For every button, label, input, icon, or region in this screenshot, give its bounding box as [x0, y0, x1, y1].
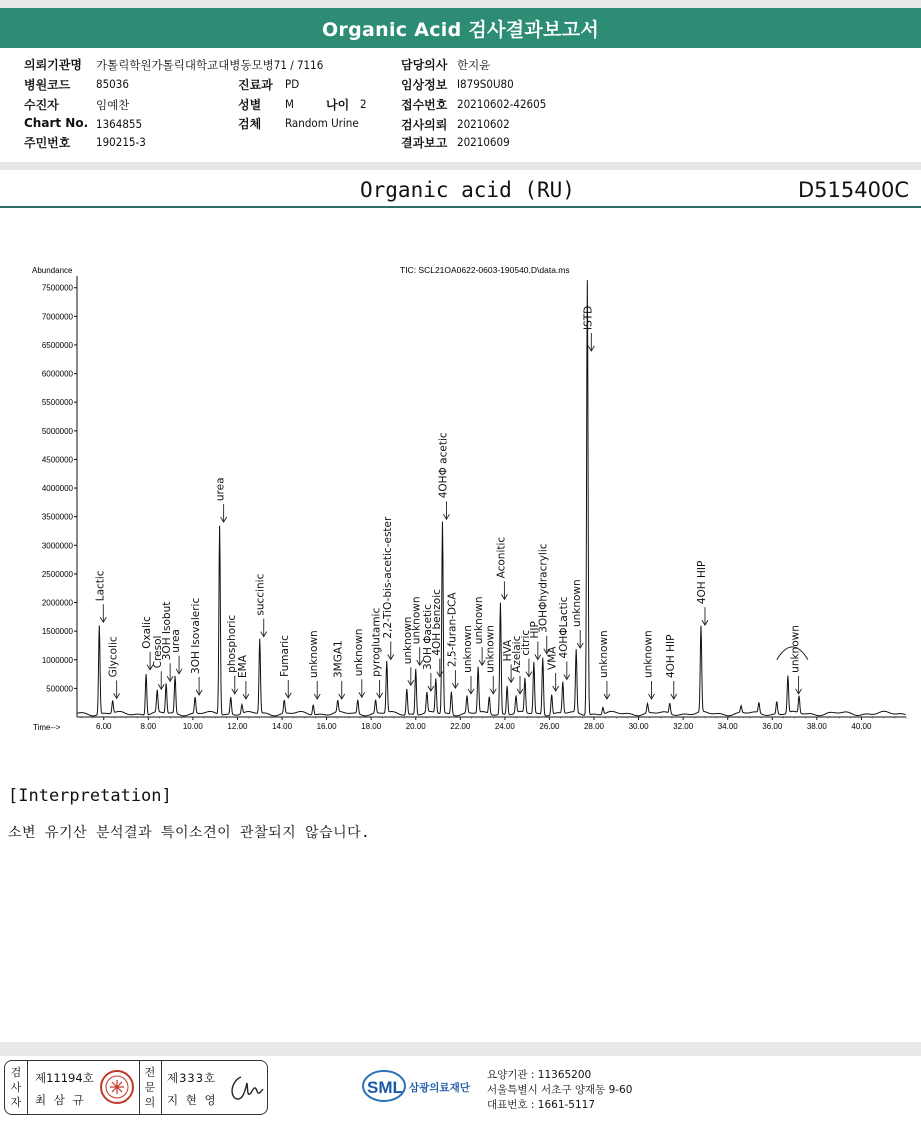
- peak-annotation: [558, 596, 570, 679]
- chromatogram: [0, 255, 921, 735]
- y-tick-label: 3500000: [41, 512, 73, 522]
- annotation-label: phosphoric: [225, 614, 238, 673]
- institution-value: 가톨릭학원가톨릭대학교대병동모병71 / 7116: [96, 58, 324, 72]
- annotation-label: urea: [170, 629, 183, 653]
- clinical-label: 임상정보: [401, 78, 448, 92]
- divider: [139, 1061, 140, 1114]
- peak-annotation: [308, 630, 320, 699]
- annotation-label: citric: [519, 629, 532, 656]
- org-address-block: [487, 1068, 632, 1113]
- peak-annotation: [170, 629, 182, 674]
- y-axis-label: Abundance: [32, 266, 73, 275]
- annotation-label: Lactic: [94, 570, 107, 602]
- peak-annotation: [237, 654, 249, 699]
- id-no-label: 주민번호: [24, 136, 71, 150]
- peak-annotation: [353, 629, 365, 698]
- specimen-label: 검체: [238, 117, 262, 131]
- request-label: 검사의뢰: [401, 118, 448, 132]
- y-tick-label: 2000000: [41, 598, 73, 608]
- chart-no-value: 1364855: [96, 117, 143, 131]
- y-tick-label: 4000000: [41, 484, 73, 494]
- patient-info: [0, 54, 921, 162]
- x-tick-label: 18.00: [361, 722, 382, 731]
- x-tick-label: 30.00: [628, 722, 649, 731]
- peak-annotation: [582, 306, 594, 351]
- x-tick-label: 12.00: [227, 722, 248, 731]
- peak-annotation: [382, 516, 394, 659]
- interpretation-title: [Interpretation]: [8, 786, 172, 806]
- logo-text: SML: [367, 1078, 403, 1097]
- report-title: Organic acid (RU): [360, 178, 575, 202]
- peak-annotation: [94, 570, 106, 622]
- patient-name-value: 임예찬: [96, 98, 130, 112]
- sml-logo: [362, 1066, 482, 1106]
- x-tick-label: 16.00: [316, 722, 337, 731]
- chart-no-label: Chart No.: [24, 116, 89, 130]
- annotation-label: unknown: [642, 630, 655, 678]
- institution-label: 의뢰기관명: [24, 58, 82, 72]
- annotation-label: VMA: [546, 646, 559, 670]
- peak-annotation: [446, 592, 458, 688]
- annotation-label: unknown: [789, 625, 802, 673]
- peak-annotation: [190, 598, 202, 695]
- chromatogram-svg: [0, 255, 921, 735]
- peak-annotation: [495, 537, 507, 600]
- y-tick-label: 5000000: [41, 426, 73, 436]
- receipt-label: 접수번호: [401, 98, 448, 112]
- annotation-label: Aconitic: [495, 536, 508, 579]
- annotation-label: 3OH Isovaleric: [190, 597, 203, 674]
- chart-title: TIC: SCL21OA0622-0603-190540.D\data.ms: [400, 265, 570, 275]
- peak-annotation: [255, 573, 267, 636]
- annotation-label: 4OHΦ acetic: [437, 432, 450, 499]
- peak-annotation: [642, 630, 654, 699]
- annotation-label: 2,2-TiO-bis-acetic-ester: [381, 516, 394, 639]
- annotation-label: unknown: [352, 628, 365, 677]
- annotation-label: unknown: [484, 625, 497, 673]
- age-value: 2: [360, 97, 367, 111]
- doctor-label: 담당의사: [401, 58, 448, 72]
- result-value: 20210609: [457, 135, 510, 149]
- hospital-code-value: 85036: [96, 77, 129, 91]
- y-tick-label: 6000000: [41, 369, 73, 379]
- x-tick-label: 6.00: [95, 722, 112, 731]
- y-tick-label: 5500000: [41, 398, 73, 408]
- annotation-label: Cresol: [152, 635, 165, 669]
- examiner-name: 최 삼 규: [35, 1093, 86, 1107]
- y-tick-label: 7500000: [41, 283, 73, 293]
- annotation-label: Oxalic: [141, 616, 154, 649]
- annotation-label: Azelaic: [511, 635, 524, 673]
- report-header-title: Organic Acid 검사결과보고서: [0, 8, 921, 48]
- footer-band: [0, 1042, 921, 1056]
- annotation-label: ISTD: [582, 305, 595, 330]
- peak-annotation: [279, 635, 291, 698]
- annotation-label: 4OH benzoic: [430, 589, 443, 656]
- peak-annotation: [333, 640, 345, 699]
- request-value: 20210602: [457, 117, 510, 131]
- annotation-label: HVA: [502, 639, 515, 662]
- x-tick-label: 22.00: [450, 722, 471, 731]
- signature-box: [4, 1060, 268, 1115]
- annotation-label: unknown: [410, 596, 423, 645]
- annotation-label: unknown: [571, 579, 584, 628]
- phone-number: 대표번호 : 1661-5117: [487, 1099, 596, 1111]
- x-tick-label: 32.00: [673, 722, 694, 731]
- receipt-value: 20210602-42605: [457, 97, 547, 111]
- annotation-label: urea: [214, 477, 227, 502]
- hospital-code-label: 병원코드: [24, 78, 71, 92]
- org-name: 삼광의료재단: [409, 1082, 470, 1094]
- dept-label: 진료과: [238, 78, 273, 92]
- annotation-label: unknown: [473, 596, 486, 645]
- doctor-value: 한지윤: [457, 58, 491, 72]
- peak-annotation: [437, 432, 449, 519]
- x-tick-label: 20.00: [405, 722, 426, 731]
- examiner-label: 검사자: [10, 1066, 22, 1109]
- annotation-label: 4OHΦLactic: [557, 596, 570, 659]
- peak-annotation: [215, 477, 227, 522]
- sml-logo-icon: [362, 1066, 482, 1106]
- annotation-label: 4OH HIP: [664, 634, 677, 678]
- y-tick-label: 1000000: [41, 655, 73, 665]
- divider: [161, 1061, 162, 1114]
- annotation-label: Glycolic: [107, 636, 120, 678]
- annotation-label: 3OH Isobut: [161, 601, 174, 661]
- report-head: [0, 172, 921, 208]
- y-tick-label: 6500000: [41, 340, 73, 350]
- x-tick-label: 38.00: [806, 722, 827, 731]
- x-tick-label: 24.00: [494, 722, 515, 731]
- peak-annotation: [484, 625, 496, 694]
- annotation-label: 4OH HIP: [695, 560, 708, 605]
- address: 서울특별시 서초구 양재동 9-60: [487, 1084, 633, 1096]
- annotation-label: 3OHΦhydracrylic: [537, 543, 550, 633]
- peak-annotation: [571, 579, 583, 648]
- specialist-name: 지 현 영: [167, 1093, 218, 1107]
- annotation-label: Fumaric: [279, 635, 292, 677]
- divider: [27, 1061, 28, 1114]
- section-divider: [0, 162, 921, 170]
- x-tick-label: 26.00: [539, 722, 560, 731]
- annotation-label: unknown: [461, 625, 474, 673]
- x-tick-label: 34.00: [717, 722, 738, 731]
- x-tick-label: 14.00: [272, 722, 293, 731]
- care-number: 요양기관 : 11365200: [487, 1069, 592, 1081]
- annotation-label: unknown: [597, 630, 610, 678]
- x-tick-label: 8.00: [140, 722, 157, 731]
- annotation-label: unknown: [401, 616, 414, 665]
- peak-annotation: [696, 561, 708, 626]
- peak-annotation: [108, 636, 120, 698]
- y-tick-label: 3000000: [41, 541, 73, 551]
- specimen-value: Random Urine: [285, 116, 359, 130]
- clinical-value: I879S0U80: [457, 77, 514, 91]
- y-tick-label: 4500000: [41, 455, 73, 465]
- annotation-label: unknown: [308, 630, 321, 678]
- annotation-label: EMA: [236, 655, 249, 678]
- result-label: 결과보고: [401, 136, 448, 150]
- x-tick-label: 40.00: [851, 722, 872, 731]
- y-tick-label: 2500000: [41, 569, 73, 579]
- sex-value: M: [285, 97, 294, 111]
- annotation-label: succinic: [254, 573, 267, 616]
- specialist-license: 제333호: [167, 1071, 217, 1085]
- y-tick-label: 7000000: [41, 312, 73, 322]
- x-tick-label: 36.00: [762, 722, 783, 731]
- interpretation-text: 소변 유기산 분석결과 특이소견이 관찰되지 않습니다.: [8, 825, 371, 841]
- x-tick-label: 28.00: [583, 722, 605, 731]
- annotation-label: pyroglutamic: [370, 607, 383, 677]
- peak-annotation: [226, 615, 238, 694]
- report-code: D515400C: [798, 178, 909, 202]
- annotation-label: 3OH Φacetic: [421, 604, 434, 670]
- top-band: [0, 0, 921, 8]
- annotation-label: 3MGA1: [332, 640, 345, 678]
- specialist-signature-icon: [227, 1071, 265, 1105]
- peak-annotation: [665, 634, 677, 699]
- peak-annotation: [790, 625, 802, 694]
- sex-label: 성별: [238, 98, 262, 112]
- annotation-label: HIP: [528, 621, 541, 639]
- specialist-label: 전문의: [144, 1066, 156, 1109]
- peak-annotation: [598, 630, 610, 699]
- annotation-label: 2,5-furan-DCA: [446, 592, 459, 668]
- x-tick-label: 10.00: [182, 722, 203, 731]
- y-tick-label: 500000: [46, 684, 73, 694]
- dept-value: PD: [285, 77, 300, 91]
- x-axis-label: Time-->: [33, 723, 61, 732]
- age-label: 나이: [326, 98, 350, 112]
- y-tick-label: 1500000: [41, 627, 73, 637]
- examiner-seal-icon: [97, 1067, 137, 1107]
- patient-name-label: 수진자: [24, 98, 59, 112]
- id-no-value: 190215-3: [96, 135, 146, 149]
- examiner-license: 제11194호: [35, 1071, 94, 1085]
